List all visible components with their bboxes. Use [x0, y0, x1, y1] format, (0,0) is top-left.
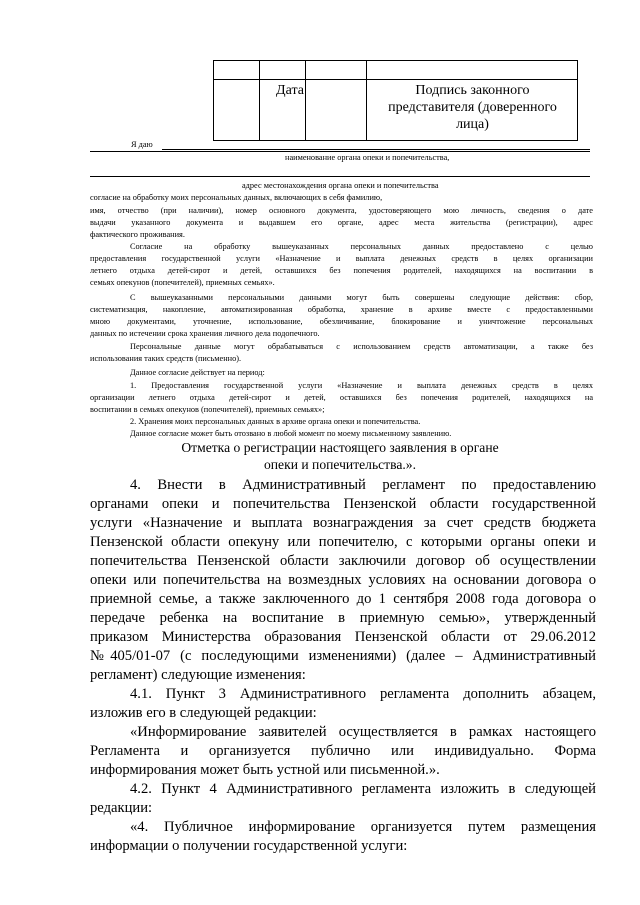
registration-mark-line: опеки и попечительства.».: [263, 457, 416, 472]
consent-line: Данное согласие действует на период:: [130, 368, 265, 377]
consent-line: Данное согласие может быть отозвано в любой момент по моему письменному заявлению.: [130, 429, 452, 438]
consent-line: использования таких средств (письменно).: [90, 354, 242, 363]
body-line: регламент) следующие изменения:: [90, 667, 306, 683]
body-line: 4.2. Пункт 4 Административного регламента изложить в следующей: [130, 781, 596, 797]
consent-line: 2. Хранения моих персональных данных в архиве органа опеки и попечительства.: [130, 417, 421, 426]
body-line: «4. Публичное информирование организуется путем размещения: [130, 819, 596, 835]
authority-caption: наименование органа опеки и попечительства,: [285, 153, 450, 162]
signature-label: [366, 82, 579, 133]
consent-line: летнего отдыха детей-сирот и детей, оставшихся без попечения родителей, находящихся на воспитании в: [90, 266, 593, 275]
consent-line: С вышеуказанными персональными данными могут быть совершены следующие действия: сбор,: [130, 293, 593, 302]
signature-label-line: представителя (доверенного: [388, 100, 557, 115]
address-blank-line: [90, 176, 590, 177]
address-caption: адрес местонахождения органа опеки и попечительства: [242, 181, 439, 190]
body-line: 4. Внести в Административный регламент по предоставлению: [130, 477, 596, 493]
body-line: Регламента и организуется публично или индивидуально. Форма: [90, 743, 596, 759]
body-line: попечительства Пензенской области заключили договор об осуществлении: [90, 553, 596, 569]
body-line: редакции:: [90, 800, 153, 816]
consent-line: организации летнего отдыха детей-сирот и детей, оставшихся без попечения родителей, находящихся на: [90, 393, 593, 402]
body-line: опеки или попечительства на возмездных условиях на основании договора о: [90, 572, 596, 588]
date-label: Дата: [276, 83, 304, 98]
body-line: информации о получении государственной услуги:: [90, 838, 408, 854]
consent-line: имя, отчество (при наличии), номер основного документа, удостоверяющего мою личность, сведения о дате: [90, 206, 593, 215]
body-line: изложив его в следующей редакции:: [90, 705, 317, 721]
i-give-label: Я даю: [131, 140, 153, 149]
consent-line: воспитании в семьях опекунов (попечителей), приемных семьях»;: [90, 405, 325, 414]
consent-line: мною документами, уточнение, использование, обезличивание, блокирование и уничтожение персональных: [90, 317, 593, 326]
body-line: передаче ребенка на воспитание в приемную семью», утвержденный: [90, 610, 596, 626]
body-line: органами опеки и попечительства Пензенской области государственной: [90, 496, 596, 512]
consent-line: 1. Предоставления государственной услуги «Назначение и выплата денежных средств в целях: [130, 381, 593, 390]
consent-line: Согласие на обработку вышеуказанных персональных данных предоставлено с целью: [130, 242, 593, 251]
body-line: информирования может быть устной или письменной.».: [90, 762, 440, 778]
consent-line: данных по истечении срока хранения личного дела подопечного.: [90, 329, 320, 338]
signature-table: [213, 60, 578, 141]
consent-line: выдачи указанного документа и выдавшем его органе, адрес места жительства (регистрации), адрес: [90, 218, 593, 227]
authority-blank-line: [162, 149, 590, 150]
consent-line: предоставления государственной услуги «Назначение и выплата денежных средств в целях организации: [90, 254, 593, 263]
consent-line: согласие на обработку моих персональных данных, включающих в себя фамилию,: [90, 193, 383, 202]
body-line: приказом Министерства образования Пензенской области от 29.06.2012: [90, 629, 596, 645]
consent-line: Персональные данные могут обрабатываться с использованием средств автоматизации, а также без: [130, 342, 593, 351]
body-line: №405/01-07 (с последующими изменениями) (далее – Административный: [90, 648, 596, 664]
signature-label-line: Подпись законного: [415, 83, 530, 98]
consent-line: фактического проживания.: [90, 230, 185, 239]
signature-label-line: лица): [456, 117, 489, 132]
body-line: 4.1. Пункт 3 Административного регламента дополнить абзацем,: [130, 686, 596, 702]
body-line: Пензенской области опекуну или попечителю, с которыми органы опеки и: [90, 534, 596, 550]
consent-line: семьях опекунов (попечителей), приемных семьях».: [90, 278, 275, 287]
body-line: «Информирование заявителей осуществляется в рамках настоящего: [130, 724, 596, 740]
body-line: приемной семье, а также заключенного до 1 сентября 2008 года договора о: [90, 591, 596, 607]
registration-mark-line: Отметка о регистрации настоящего заявления в органе: [181, 440, 499, 455]
body-line: услуги «Назначение и выплата вознаграждения за счет средств бюджета: [90, 515, 596, 531]
consent-line: систематизация, накопление, автоматизированная обработка, хранение в архиве вместе с предоставленными: [90, 305, 593, 314]
